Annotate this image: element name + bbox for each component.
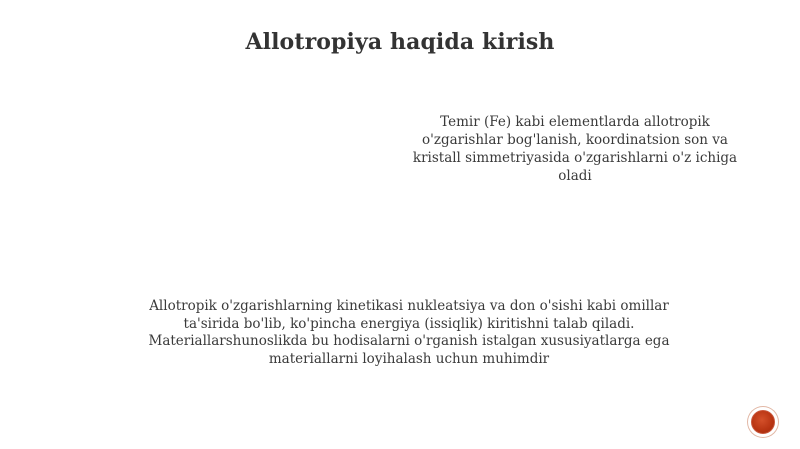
slide-title: Allotropiya haqida kirish: [245, 29, 555, 55]
paragraph-bottom: Allotropik o'zgarishlarning kinetikasi nukleatsiya va don o'sishi kabi omillar ta'sirida bo'lib, ko'pincha energiya (issiqlik) kiritishni talab qiladi. Materiallarshunoslikda bu hodisalarni o'rganish istalgan xususiyatlarga ega materiallarni loyihalash uchun muhimdir: [148, 298, 670, 367]
paragraph-right: Temir (Fe) kabi elementlarda allotropik o'zgarishlar bog'lanish, koordinatsion son va kristall simmetriyasida o'zgarishlarni o'z ichiga oladi: [412, 114, 738, 184]
next-slide-button[interactable]: [748, 407, 778, 437]
circle-nav-icon: [751, 410, 775, 434]
